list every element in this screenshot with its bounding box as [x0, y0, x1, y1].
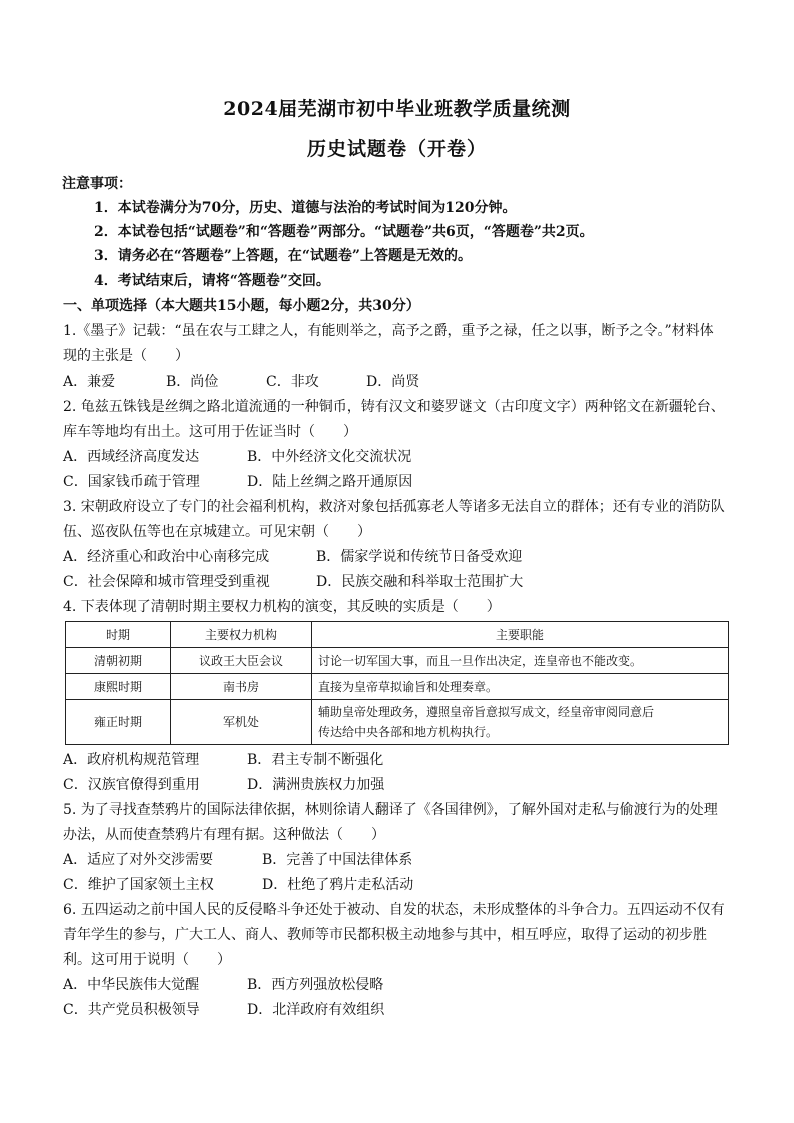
- option-c: C．非攻: [266, 374, 319, 390]
- option-c: C．国家钱币疏于管理: [63, 474, 200, 490]
- table-row: [66, 648, 729, 674]
- question-4-text: 4. 下表体现了清朝时期主要权力机构的演变，其反映的实质是（ ）: [63, 599, 501, 615]
- table-cell-line: 辅助皇帝处理政务，遵照皇帝旨意拟写成文，经皇帝审阅同意后: [318, 705, 655, 719]
- option-a: A．经济重心和政治中心南移完成: [63, 549, 270, 565]
- question-2-options: [63, 472, 412, 492]
- table-row: [66, 674, 729, 700]
- table-cell: 直接为皇帝草拟谕旨和处理奏章。: [312, 674, 729, 700]
- question-6-options: [63, 1000, 384, 1020]
- option-c: C．维护了国家领土主权: [63, 877, 214, 893]
- question-6-text: 青年学生的参与，广大工人、商人、教师等市民都积极主动地参与其中，相互呼应，取得了运动的初步胜: [63, 927, 707, 943]
- option-a: A．政府机构规范管理: [63, 752, 200, 768]
- option-c: C．共产党员积极领导: [63, 1002, 200, 1018]
- option-a: A．适应了对外交涉需要: [63, 852, 214, 868]
- option-d: D．陆上丝绸之路开通原因: [247, 474, 413, 490]
- question-4-options: [63, 775, 384, 795]
- notice-item: 1．本试卷满分为70分，历史、道德与法治的考试时间为120分钟。: [94, 200, 517, 216]
- question-4-options: [63, 750, 383, 770]
- option-b: B．君主专制不断强化: [247, 752, 384, 768]
- section-heading: 一、单项选择（本大题共15小题，每小题2分，共30分）: [63, 298, 420, 314]
- table-cell: 清朝初期: [66, 648, 171, 674]
- option-d: D．杜绝了鸦片走私活动: [262, 877, 414, 893]
- option-b: B．中外经济文化交流状况: [247, 449, 412, 465]
- question-2-text: 库车等地均有出土。这可用于佐证当时（ ）: [63, 424, 357, 440]
- table-header: 主要权力机构: [171, 622, 312, 648]
- option-b: B．尚俭: [166, 374, 219, 390]
- table-cell: 军机处: [171, 700, 312, 745]
- exam-subtitle: 历史试题卷（开卷）: [306, 138, 487, 160]
- table-cell: 康熙时期: [66, 674, 171, 700]
- notice-heading: 注意事项：: [62, 176, 132, 192]
- option-d: D．北洋政府有效组织: [247, 1002, 385, 1018]
- question-2-options: [63, 447, 411, 467]
- option-a: A．西域经济高度发达: [63, 449, 200, 465]
- option-b: B．西方列强放松侵略: [247, 977, 384, 993]
- question-5-text: 5. 为了寻找查禁鸦片的国际法律依据，林则徐请人翻译了《各国律例》，了解外国对走私与偷渡行为的处理: [63, 802, 718, 818]
- table-header: 主要职能: [312, 622, 729, 648]
- question-6-text: 利。这可用于说明（ ）: [63, 952, 231, 968]
- power-institutions-table: [65, 621, 729, 745]
- table-cell-line: 传达给中央各部和地方机构执行。: [318, 725, 499, 739]
- notice-item: 4．考试结束后，请将“答题卷”交回。: [94, 273, 330, 289]
- question-6-options: [63, 975, 383, 995]
- question-2-text: 2. 龟兹五铢钱是丝绸之路北道流通的一种铜币，铸有汉文和婆罗谜文（古印度文字）两种铭文在新疆轮台、: [63, 399, 725, 415]
- question-1-text: 1.《墨子》记载：“虽在农与工肆之人，有能则举之，高予之爵，重予之禄，任之以事，断予之令。”材料体: [63, 323, 714, 339]
- table-header: 时期: [66, 622, 171, 648]
- option-d: D．尚贤: [366, 374, 420, 390]
- question-3-options: [63, 547, 522, 567]
- table-cell: [312, 700, 729, 745]
- option-d: D．民族交融和科举取士范围扩大: [316, 574, 524, 590]
- question-6-text: 6. 五四运动之前中国人民的反侵略斗争还处于被动、自发的状态，未形成整体的斗争合力。五四运动不仅有: [63, 902, 725, 918]
- question-3-text: 伍、巡夜队伍等也在京城建立。可见宋朝（ ）: [63, 524, 371, 540]
- table-cell: 南书房: [171, 674, 312, 700]
- question-5-options: [63, 850, 412, 870]
- option-a: A．兼爱: [63, 374, 116, 390]
- table-header-row: [66, 622, 729, 648]
- option-b: B．完善了中国法律体系: [262, 852, 413, 868]
- option-d: D．满洲贵族权力加强: [247, 777, 385, 793]
- question-1-options: [63, 372, 419, 392]
- notice-item: 3．请务必在“答题卷”上答题，在“试题卷”上答题是无效的。: [94, 248, 472, 264]
- table-row: [66, 700, 729, 745]
- question-3-options: [63, 572, 523, 592]
- option-c: C．社会保障和城市管理受到重视: [63, 574, 270, 590]
- exam-title: 2024届芜湖市初中毕业班教学质量统测: [223, 98, 571, 120]
- table-cell: 议政王大臣会议: [171, 648, 312, 674]
- question-5-text: 办法，从而使查禁鸦片有理有据。这种做法（ ）: [63, 827, 385, 843]
- table-cell: 雍正时期: [66, 700, 171, 745]
- table-cell: 讨论一切军国大事，而且一旦作出决定，连皇帝也不能改变。: [312, 648, 729, 674]
- option-b: B．儒家学说和传统节日备受欢迎: [316, 549, 523, 565]
- option-c: C．汉族官僚得到重用: [63, 777, 200, 793]
- option-a: A．中华民族伟大觉醒: [63, 977, 200, 993]
- question-5-options: [63, 875, 413, 895]
- question-1-text: 现的主张是（ ）: [63, 348, 189, 364]
- question-3-text: 3. 宋朝政府设立了专门的社会福利机构，救济对象包括孤寡老人等诸多无法自立的群体；还有专业的消防队: [63, 499, 725, 515]
- notice-item: 2．本试卷包括“试题卷”和“答题卷”两部分。“试题卷”共6页，“答题卷”共2页。: [94, 224, 594, 240]
